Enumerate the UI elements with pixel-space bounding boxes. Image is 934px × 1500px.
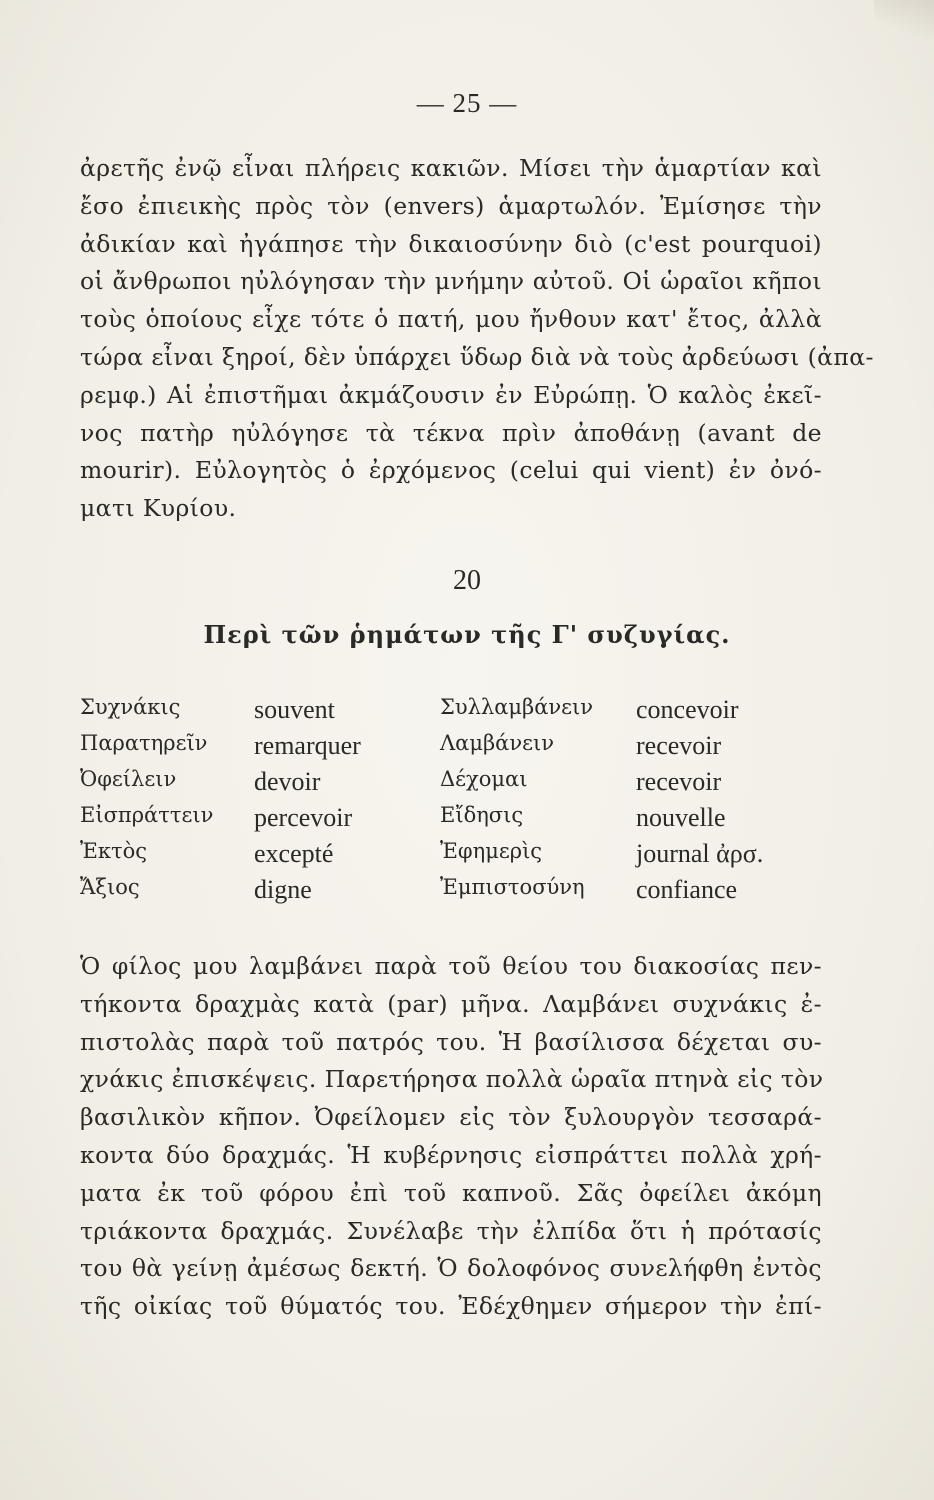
text-line: τήκοντα δραχμὰς κατὰ (par) μῆνα. Λαμβάνει συχνάκις ἐ- — [80, 989, 822, 1018]
text-line: οἱ ἄνθρωποι ηὐλόγησαν τὴν μνήμην αὐτοῦ. Οἱ ὡραῖοι κῆποι — [80, 267, 822, 296]
text-line: τοὺς ὁποίους εἶχε τότε ὁ πατή, μου ἤνθουν κατ' ἔτος, ἀλλὰ — [80, 305, 822, 334]
section-title: Περὶ τῶν ῥημάτων τῆς Γ' συζυγίας. — [203, 620, 731, 649]
text-line: ματα ἐκ τοῦ φόρου ἐπὶ τοῦ καπνοῦ. Σᾶς ὀφείλει ἀκόμη — [80, 1178, 822, 1207]
vocabulary-row — [80, 731, 840, 767]
text-line: ρεμφ.) Αἱ ἐπιστῆμαι ἀκμάζουσιν ἐν Εὐρώπῃ. Ὁ καλὸς ἐκεῖ- — [80, 380, 822, 409]
text-line: ἔσο ἐπιεικὴς πρὸς τὸν (envers) ἁμαρτωλόν. Ἐμίσησε τὴν — [80, 191, 822, 220]
text-line: τριάκοντα δραχμάς. Συνέλαβε τὴν ἐλπίδα ὅτι ἡ πρότασίς — [80, 1216, 822, 1245]
greek-word: Εἴδησις — [440, 803, 524, 827]
greek-word: Συχνάκις — [80, 695, 181, 719]
vocabulary-row — [80, 839, 840, 875]
section-number: 20 — [453, 565, 481, 596]
french-translation: recevoir — [636, 767, 722, 796]
text-line: mourir). Εὐλογητὸς ὁ ἐρχόμενος (celui qui vient) ἐν ὀνό- — [80, 456, 822, 485]
text-line: τῆς οἰκίας τοῦ θύματός του. Ἐδέχθημεν σήμερον τὴν ἐπί- — [80, 1292, 822, 1321]
page-number: — 25 — — [416, 88, 518, 118]
greek-word: Ἐμπιστοσύνη — [440, 875, 585, 899]
vocabulary-row — [80, 695, 840, 731]
french-translation: recevoir — [636, 731, 722, 760]
french-translation: journal ἀρσ. — [636, 839, 764, 868]
text-line: κοντα δύο δραχμάς. Ἡ κυβέρνησις εἰσπράττει πολλὰ χρή- — [80, 1140, 822, 1169]
paragraph-exercise-end — [80, 150, 874, 528]
text-line: ἀδικίαν καὶ ἠγάπησε τὴν δικαιοσύνην διὸ (c'est pourquoi) — [80, 229, 822, 258]
paragraph-exercise — [80, 948, 822, 1326]
greek-word: Ἐφημερὶς — [440, 839, 543, 863]
text-line: βασιλικὸν κῆπον. Ὀφείλομεν εἰς τὸν ξυλουργὸν τεσσαρά- — [80, 1103, 822, 1132]
french-translation: nouvelle — [636, 803, 726, 832]
text-line: νος πατὴρ ηὐλόγησε τὰ τέκνα πρὶν ἀποθάνῃ (avant de — [80, 418, 822, 447]
vocabulary-table — [80, 695, 840, 911]
text-line: πιστολὰς παρὰ τοῦ πατρός του. Ἡ βασίλισσα δέχεται συ- — [80, 1027, 822, 1056]
french-translation: devoir — [254, 767, 321, 796]
text-line: ματι Κυρίου. — [80, 494, 237, 523]
french-translation: confiance — [636, 875, 738, 904]
greek-word: Ἐκτὸς — [80, 839, 148, 863]
french-translation: percevoir — [254, 803, 353, 832]
greek-word: Ὀφείλειν — [80, 767, 177, 791]
french-translation: souvent — [254, 695, 335, 724]
greek-word: Συλλαμβάνειν — [440, 695, 594, 719]
french-translation: excepté — [254, 839, 334, 868]
vocabulary-row — [80, 875, 840, 911]
french-translation: concevoir — [636, 695, 739, 724]
text-line: Ὁ φίλος μου λαμβάνει παρὰ τοῦ θείου του διακοσίας πεν- — [80, 952, 822, 980]
french-translation: remarquer — [254, 731, 361, 760]
vocabulary-row — [80, 803, 840, 839]
page-corner-shadow — [874, 0, 934, 40]
text-line: του θὰ γείνῃ ἀμέσως δεκτή. Ὁ δολοφόνος συνελήφθη ἐντὸς — [80, 1254, 822, 1283]
greek-word: Δέχομαι — [440, 767, 528, 791]
text-line: τώρα εἶναι ξηροί, δὲν ὑπάρχει ὕδωρ διὰ νὰ τοὺς ἀρδεύωσι (ἀπα- — [80, 342, 874, 371]
text-line: χνάκις ἐπισκέψεις. Παρετήρησα πολλὰ ὡραῖα πτηνὰ εἰς τὸν — [80, 1065, 824, 1094]
vocabulary-row — [80, 767, 840, 803]
greek-word: Ἄξιος — [80, 875, 140, 899]
greek-word: Λαμβάνειν — [440, 731, 554, 755]
greek-word: Παρατηρεῖν — [80, 731, 208, 755]
french-translation: digne — [254, 875, 312, 904]
greek-word: Εἰσπράττειν — [80, 803, 214, 827]
text-line: ἀρετῆς ἐνῷ εἶναι πλήρεις κακιῶν. Μίσει τὴν ἁμαρτίαν καὶ — [80, 154, 822, 182]
